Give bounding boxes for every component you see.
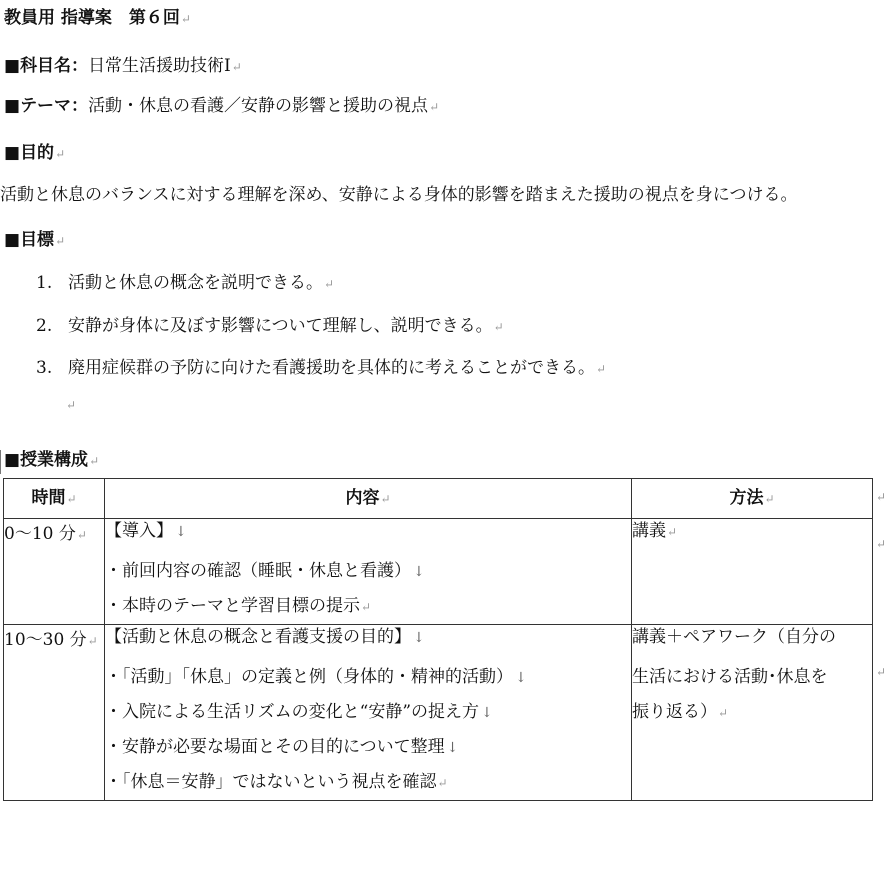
time-cell: 0～10 分↵ (4, 519, 105, 625)
content-cell (105, 519, 632, 625)
theme-line: ■テーマ：活動・休息の看護／安静の影響と援助の視点↵ (4, 96, 440, 116)
table-header-row (4, 479, 873, 519)
row-end-mark: ↵ (876, 665, 886, 679)
content-line: ・「休息＝安静」ではないという視点を確認↵ (105, 772, 448, 792)
column-header-time: 時間↵ (4, 479, 105, 519)
content-line: ・本時のテーマと学習目標の提示↵ (105, 596, 372, 616)
table-row (4, 625, 873, 801)
goals-heading: ■目標↵ (4, 230, 66, 250)
row-end-mark: ↵ (876, 537, 886, 551)
document-title: 教員用 指導案 第６回↵ (4, 8, 191, 28)
goal-item-1: 1. 活動と休息の概念を説明できる。↵ (36, 273, 335, 293)
method-line: 振り返る）↵ (632, 702, 729, 722)
method-cell (632, 625, 873, 801)
cursor-marker (0, 450, 1, 474)
structure-heading: ■授業構成↵ (4, 450, 100, 470)
content-line: ・入院による生活リズムの変化と“安静”の捉え方 ↓ (105, 702, 493, 722)
content-line: ・安静が必要な場面とその目的について整理 ↓ (105, 737, 459, 757)
content-line: 【活動と休息の概念と看護支援の目的】 ↓ (105, 627, 425, 647)
schedule-table (3, 478, 873, 801)
purpose-heading: ■目的↵ (4, 143, 66, 163)
method-line: 講義↵ (632, 521, 678, 541)
goal-item-3: 3. 廃用症候群の予防に向けた看護援助を具体的に考えることができる。↵ (36, 358, 607, 378)
column-header-method: 方法↵ (632, 479, 873, 519)
time-cell: 10～30 分↵ (4, 625, 105, 801)
purpose-text: 活動と休息のバランスに対する理解を深め、安静による身体的影響を踏まえた援助の視点を身につける。 (0, 185, 798, 205)
column-header-content: 内容↵ (105, 479, 632, 519)
content-line: 【導入】 ↓ (105, 521, 187, 541)
method-line: 講義＋ペアワーク（自分の (632, 627, 836, 647)
method-line: 生活における活動･休息を (632, 667, 828, 687)
content-cell (105, 625, 632, 801)
content-line: ・「活動」「休息」の定義と例（身体的・精神的活動） ↓ (105, 667, 527, 687)
subject-line: ■科目名：日常生活援助技術Ⅰ↵ (4, 56, 242, 76)
table-row (4, 519, 873, 625)
empty-paragraph-mark: ↵ (66, 398, 77, 412)
content-line: ・前回内容の確認（睡眠・休息と看護） ↓ (105, 561, 425, 581)
goal-item-2: 2. 安静が身体に及ぼす影響について理解し、説明できる。↵ (36, 316, 504, 336)
method-cell (632, 519, 873, 625)
row-end-mark: ↵ (876, 490, 886, 504)
